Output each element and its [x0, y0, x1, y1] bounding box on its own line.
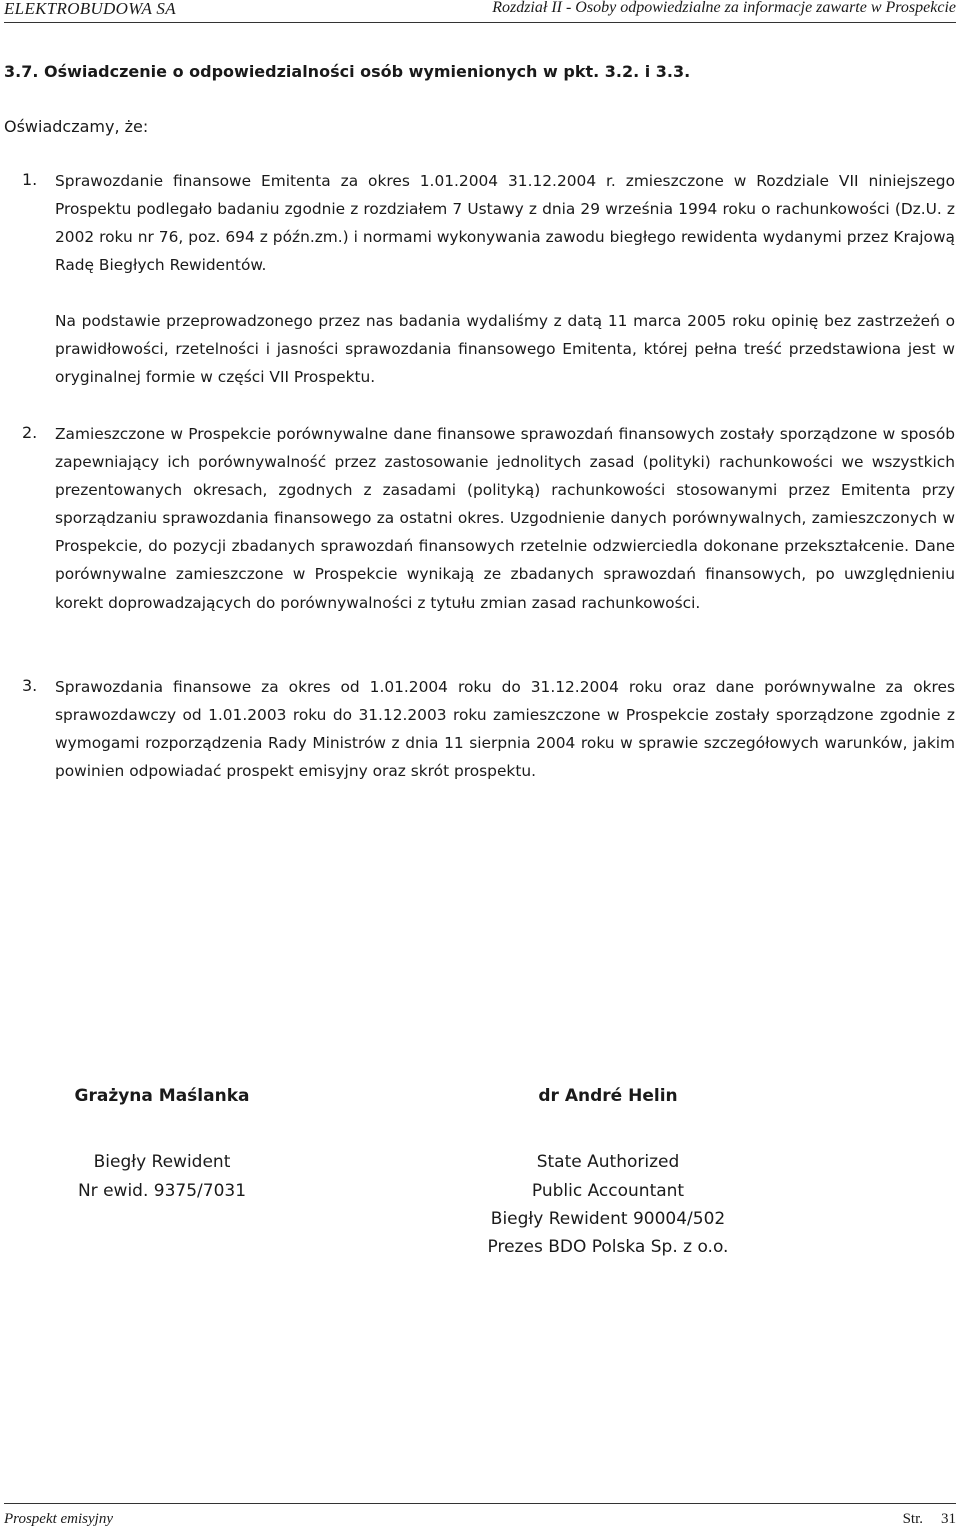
page-number-value: 31 [941, 1511, 956, 1527]
page-footer [4, 1503, 956, 1530]
signatory-title: Biegły Rewident [93, 1152, 231, 1173]
section-title: 3.7. Oświadczenie o odpowiedzialności osób wymienionych w pkt. 3.2. i 3.3. [4, 62, 691, 81]
intro-text: Oświadczamy, że: [4, 117, 149, 136]
signature-block-right [468, 1082, 748, 1261]
item-number: 2. [22, 423, 38, 442]
header-chapter: Rozdział II - Osoby odpowiedzialne za informacje zawarte w Prospekcie [492, 0, 956, 16]
paragraph: Sprawozdanie finansowe Emitenta za okres 1.01.2004 31.12.2004 r. zmieszczone w Rozdziale VII niniejszego Prospektu podlegało badaniu zgodnie z rozdziałem 7 Ustawy z dnia 29 września 1994 roku o rachunkowości (Dz.U. z 2002 roku nr 76, poz. 694 z późn.zm.) i normami wykonywania zawodu biegłego rewidenta wydanymi przez Krajową Radę Biegłych Rewidentów. [55, 172, 955, 275]
signatory-registration: Biegły Rewident 90004/502 [490, 1208, 726, 1229]
header-company: ELEKTROBUDOWA SA [4, 0, 176, 18]
signatory-name: Grażyna Maślanka [74, 1086, 250, 1106]
item-number: 3. [22, 676, 38, 695]
paragraph: Zamieszczone w Prospekcie porównywalne dane finansowe sprawozdań finansowych zostały sporządzone w sposób zapewniający ich porównywalność przez zastosowanie jednolitych zasad (polityki) rachunkowości we wszystkich prezentowanych okresach, zgodnych z zasadami (polityką) rachunkowości stosowanymi przez Emitenta przy sporządzaniu sprawozdania finansowego za ostatni okres. Uzgodnienie danych porównywalnych, zamieszczonych w Prospekcie, do pozycji zbadanych sprawozdań finansowych rzetelnie odzwierciedla dokonane przekształcenie. Dane porównywalne zamieszczone w Prospekcie wynikają ze zbadanych sprawozdań finansowych, po uwzględnieniu korekt doprowadzających do porównywalności z tytułu zmian zasad rachunkowości. [55, 425, 955, 612]
signatory-name: dr André Helin [538, 1086, 678, 1106]
item-number: 1. [22, 170, 38, 189]
paragraph: Na podstawie przeprowadzonego przez nas badania wydaliśmy z datą 11 marca 2005 roku opinię bez zastrzeżeń o prawidłowości, rzetelności i jasności sprawozdania finansowego Emitenta, której pełna treść przedstawiona jest w oryginalnej formie w części VII Prospektu. [55, 312, 955, 387]
signatory-title: Public Accountant [531, 1180, 685, 1201]
signatory-position: Prezes BDO Polska Sp. z o.o. [487, 1237, 729, 1258]
signatory-registration: Nr ewid. 9375/7031 [77, 1180, 247, 1201]
page-label: Str. [902, 1511, 923, 1527]
footer-document-title: Prospekt emisyjny [4, 1511, 113, 1527]
page-number [903, 1511, 956, 1528]
signature-block-left [62, 1082, 262, 1205]
signatory-title: State Authorized [536, 1152, 680, 1173]
page-header [4, 0, 956, 23]
paragraph: Sprawozdania finansowe za okres od 1.01.2004 roku do 31.12.2004 roku oraz dane porównywalne za okres sprawozdawczy od 1.01.2003 roku do 31.12.2003 roku zamieszczone w Prospekcie zostały sporządzone zgodnie z wymogami rozporządzenia Rady Ministrów z dnia 11 sierpnia 2004 roku w sprawie szczegółowych warunków, jakim powinien odpowiadać prospekt emisyjny oraz skrót prospektu. [55, 678, 955, 781]
